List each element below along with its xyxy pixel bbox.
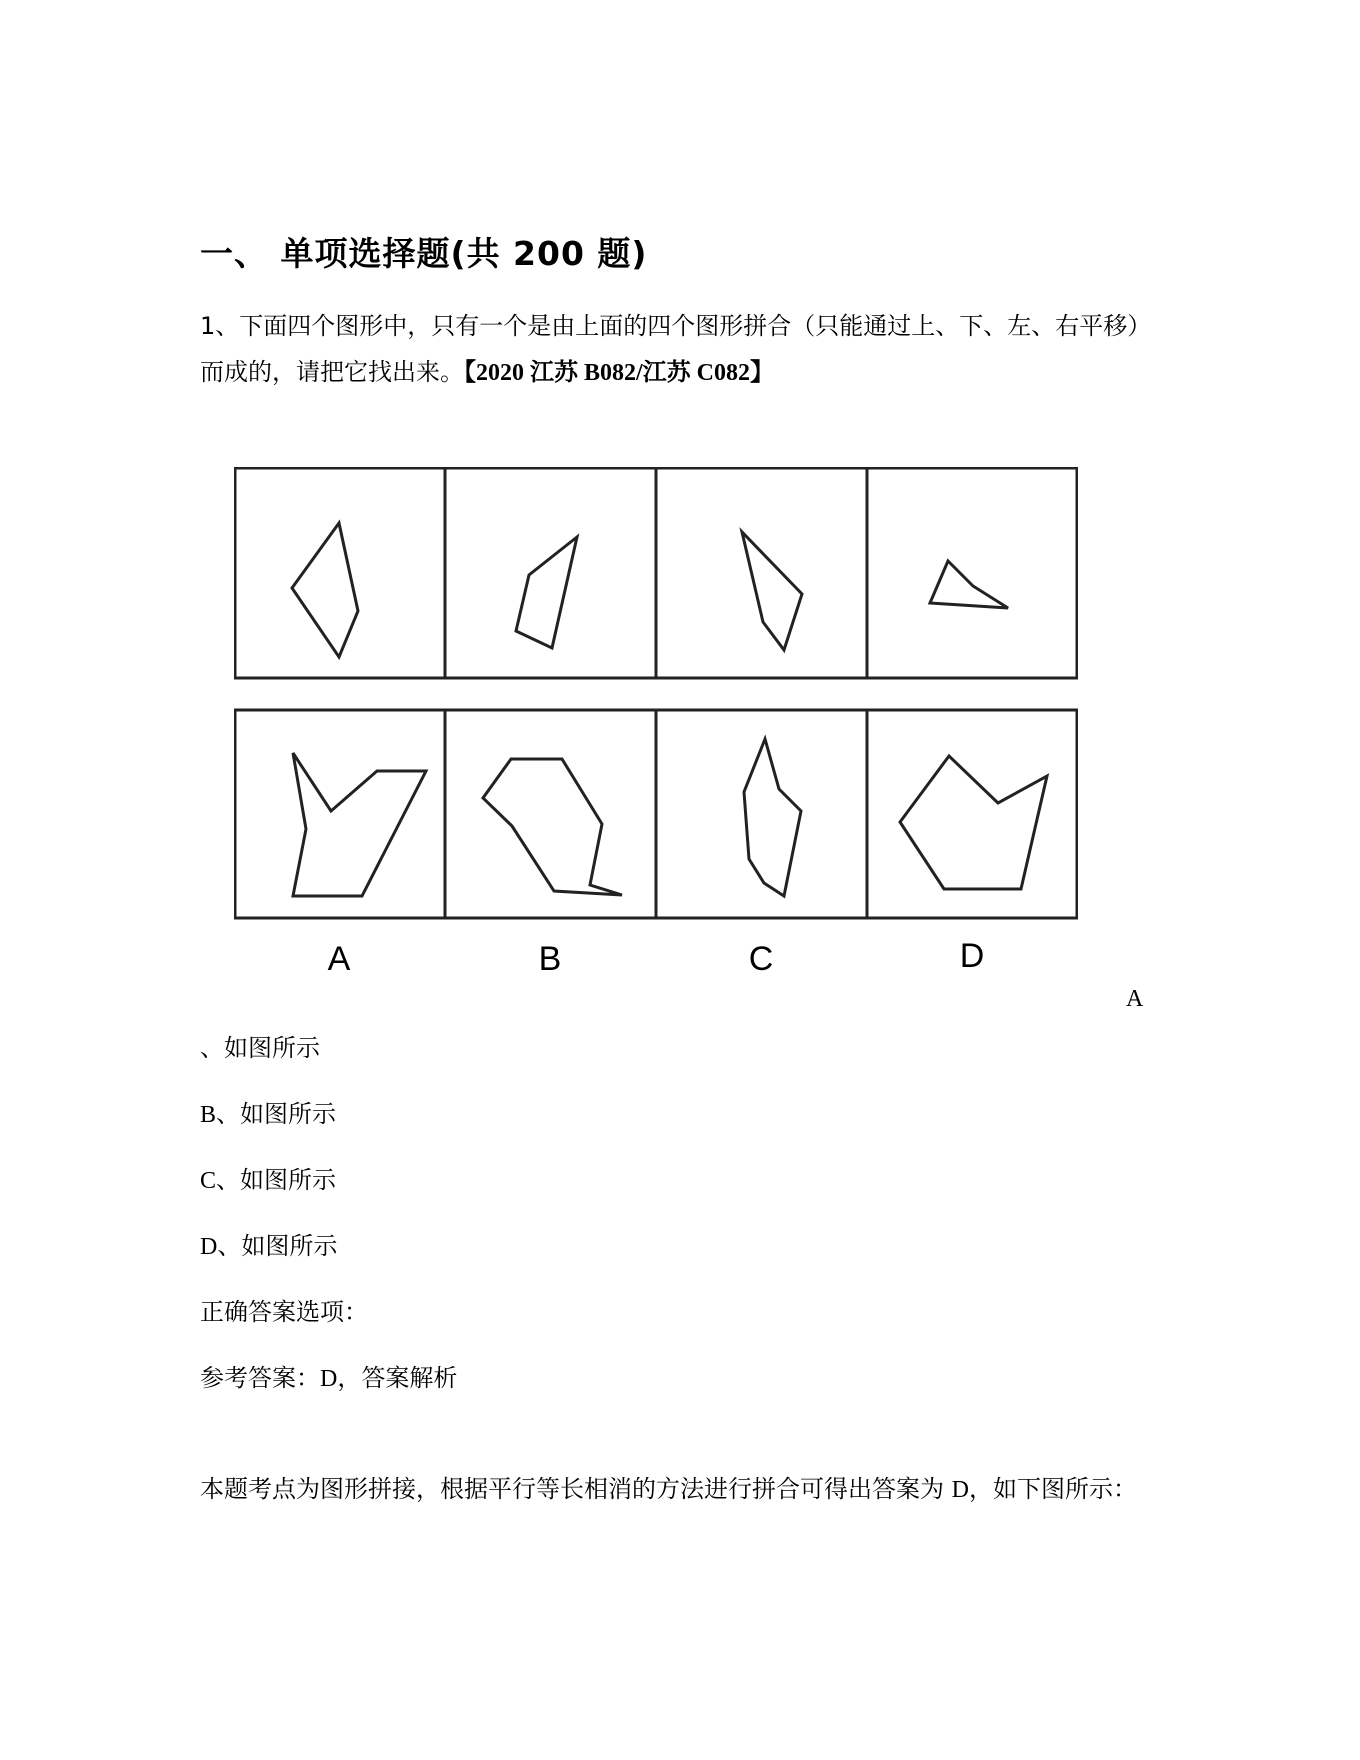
option-d-letter: D <box>200 1234 218 1260</box>
explanation-answer: D <box>951 1477 969 1503</box>
option-b <box>200 1094 336 1129</box>
question-stem: 下面四个图形中，只有一个是由上面的四个图形拼合（只能通过上、下、左、右平移）而成的，请把它找出来。 <box>200 312 1152 386</box>
option-label-c: C <box>748 940 774 978</box>
top-shape-1 <box>292 523 358 657</box>
question-number: 1、 <box>200 312 240 340</box>
explanation-part2: ，如下图所示： <box>968 1475 1137 1503</box>
option-a-text: 、如图所示 <box>200 1034 320 1062</box>
reference-answer-value: D <box>320 1366 338 1392</box>
option-b-text: 、如图所示 <box>216 1100 337 1128</box>
top-shape-3 <box>742 532 802 650</box>
stray-option-letter: A <box>1126 986 1144 1012</box>
correct-answer-label: 正确答案选项： <box>200 1298 368 1326</box>
option-c-text: 、如图所示 <box>216 1166 337 1194</box>
option-label-b: B <box>538 940 562 978</box>
option-label-d: D <box>959 937 985 975</box>
figure-svg <box>234 467 1078 983</box>
question-source: 【2020 江苏 B082/江苏 C082】 <box>464 360 775 386</box>
explanation-part1: 本题考点为图形拼接，根据平行等长相消的方法进行拼合可得出答案为 <box>200 1475 952 1503</box>
option-b-letter: B <box>200 1102 217 1128</box>
option-label-a: A <box>327 940 351 978</box>
top-shape-4 <box>930 561 1008 608</box>
option-b-shape <box>483 759 622 895</box>
section-title: 一、 单项选择题(共 200 题) <box>200 234 648 273</box>
question-text <box>200 303 1160 396</box>
option-c-letter: C <box>200 1168 217 1194</box>
option-a-shape <box>293 753 426 896</box>
question-figure <box>234 467 1078 983</box>
reference-label: 参考答案： <box>200 1364 320 1392</box>
option-d <box>200 1226 337 1261</box>
reference-suffix: ，答案解析 <box>337 1364 458 1392</box>
option-c-shape <box>744 739 801 896</box>
option-a <box>200 1028 320 1063</box>
top-shape-2 <box>516 537 577 648</box>
option-d-text: 、如图所示 <box>217 1232 338 1260</box>
explanation <box>200 1466 1160 1513</box>
option-c <box>200 1160 336 1195</box>
reference-answer <box>200 1358 457 1393</box>
option-d-shape <box>900 756 1047 889</box>
